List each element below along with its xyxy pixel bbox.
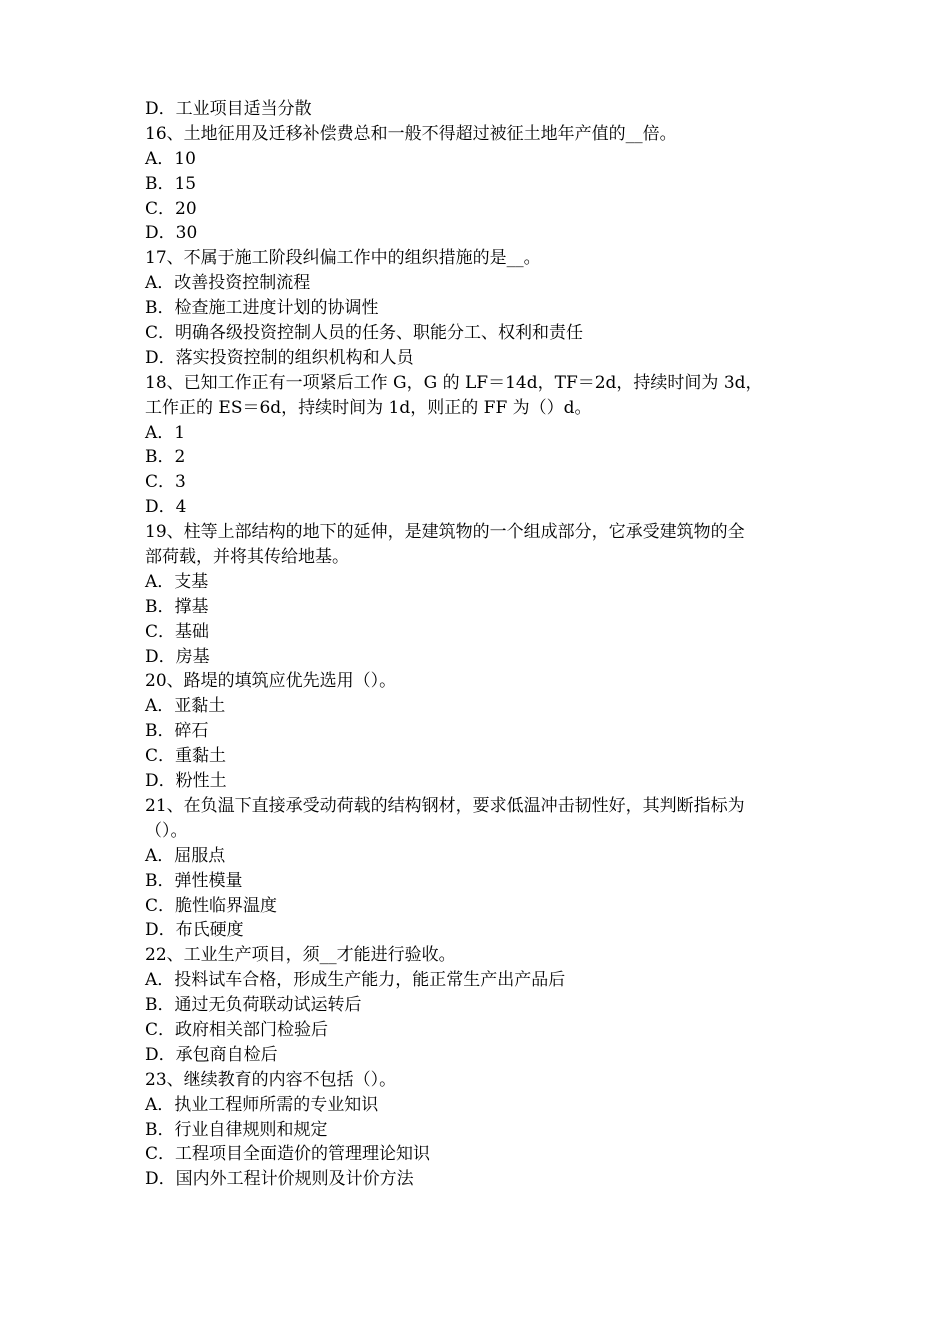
option-line: B．通过无负荷联动试运转后	[145, 995, 362, 1016]
option-line: B．15	[145, 173, 197, 194]
option-line: B．2	[145, 447, 186, 468]
option-line: D．布氏硬度	[145, 920, 244, 941]
option-line: B．撑基	[145, 596, 209, 617]
question-19-continued: 部荷载，并将其传给地基。	[145, 547, 349, 568]
question-19: 19、柱等上部结构的地下的延伸，是建筑物的一个组成部分，它承受建筑物的全	[145, 522, 745, 543]
option-line: A．执业工程师所需的专业知识	[145, 1094, 379, 1115]
option-line: C．脆性临界温度	[145, 895, 278, 916]
option-line: A．支基	[145, 571, 209, 592]
document-page	[145, 97, 815, 1192]
option-line: A．亚黏土	[145, 696, 226, 717]
option-line: D．4	[145, 497, 187, 518]
question-23: 23、继续教育的内容不包括（）。	[145, 1069, 397, 1090]
option-line: D．粉性土	[145, 771, 227, 792]
option-line: C．20	[145, 198, 197, 219]
question-21: 21、在负温下直接承受动荷载的结构钢材，要求低温冲击韧性好，其判断指标为	[145, 795, 745, 816]
option-line: B．碎石	[145, 721, 209, 742]
option-line: B．检查施工进度计划的协调性	[145, 298, 379, 319]
option-line: C．政府相关部门检验后	[145, 1019, 329, 1040]
option-line: C．重黏土	[145, 746, 227, 767]
question-20: 20、路堤的填筑应优先选用（）。	[145, 671, 397, 692]
option-line: D．房基	[145, 646, 210, 667]
option-line: B．弹性模量	[145, 870, 243, 891]
option-line: D．国内外工程计价规则及计价方法	[145, 1169, 414, 1190]
question-21-continued: （）。	[145, 820, 188, 841]
question-18-continued: 工作正的 ES＝6d，持续时间为 1d，则正的 FF 为（）d。	[145, 397, 592, 418]
question-16: 16、土地征用及迁移补偿费总和一般不得超过被征土地年产值的__倍。	[145, 123, 677, 144]
option-line: A．10	[145, 148, 196, 169]
option-line: C．明确各级投资控制人员的任务、职能分工、权利和责任	[145, 323, 584, 344]
option-line: A．改善投资控制流程	[145, 273, 311, 294]
question-17: 17、不属于施工阶段纠偏工作中的组织措施的是__。	[145, 248, 541, 269]
option-line: D．工业项目适当分散	[145, 99, 312, 119]
question-18: 18、已知工作正有一项紧后工作 G，G 的 LF＝14d，TF＝2d，持续时间为 3d，	[145, 372, 763, 393]
option-line: A．屈服点	[145, 845, 226, 866]
option-line: B．行业自律规则和规定	[145, 1119, 328, 1140]
question-22: 22、工业生产项目，须__才能进行验收。	[145, 945, 456, 966]
option-line: A．1	[145, 422, 186, 443]
option-line: C．工程项目全面造价的管理理论知识	[145, 1144, 431, 1165]
option-line: C．3	[145, 472, 186, 493]
option-line: D．承包商自检后	[145, 1044, 278, 1065]
option-line: A．投料试车合格，形成生产能力，能正常生产出产品后	[145, 970, 566, 991]
option-line: C．基础	[145, 621, 210, 642]
option-line: D．落实投资控制的组织机构和人员	[145, 347, 414, 368]
option-line: D．30	[145, 223, 198, 244]
